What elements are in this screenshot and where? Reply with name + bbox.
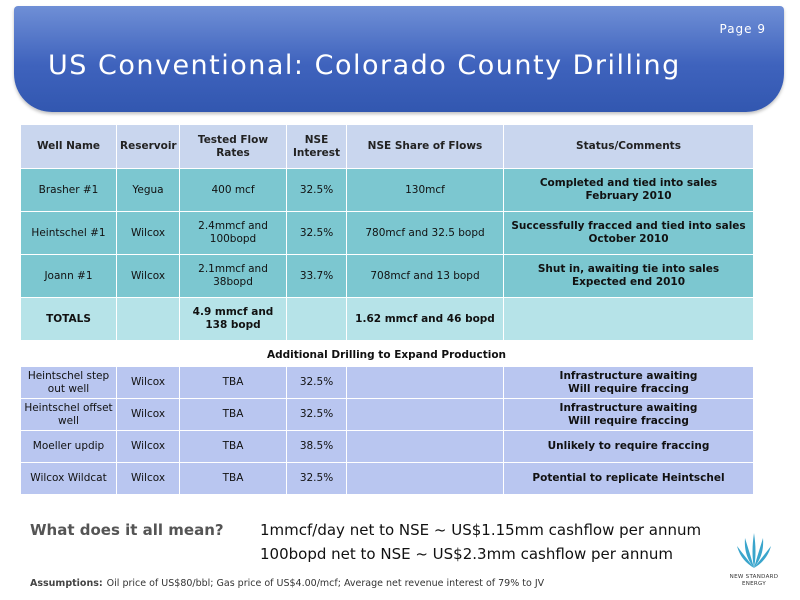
reservoir-cell: Wilcox bbox=[117, 255, 180, 298]
table-row bbox=[21, 212, 754, 255]
status-cell: Shut in, awaiting tie into sales Expected end 2010 bbox=[504, 255, 754, 298]
reservoir-cell: Yegua bbox=[117, 169, 180, 212]
company-logo bbox=[722, 530, 786, 594]
flow-rate-cell: 2.1mmcf and 38bopd bbox=[180, 255, 287, 298]
reservoir-cell: Wilcox bbox=[117, 431, 180, 463]
well-name-cell: Moeller updip bbox=[21, 431, 117, 463]
assumptions-note bbox=[30, 578, 544, 589]
header-nse-share-of-flows: NSE Share of Flows bbox=[347, 125, 504, 169]
table-row bbox=[21, 463, 754, 495]
reservoir-cell: Wilcox bbox=[117, 212, 180, 255]
summary-line-oil: 100bopd net to NSE ~ US$2.3mm cashflow per annum bbox=[260, 545, 673, 563]
interest-cell: 32.5% bbox=[287, 463, 347, 495]
flow-rate-cell: TBA bbox=[180, 367, 287, 399]
interest-cell: 38.5% bbox=[287, 431, 347, 463]
well-name-cell: Heintschel #1 bbox=[21, 212, 117, 255]
share-cell bbox=[347, 399, 504, 431]
totals-flow-cell: 4.9 mmcf and 138 bopd bbox=[180, 298, 287, 341]
reservoir-cell: Wilcox bbox=[117, 463, 180, 495]
page-number: Page 9 bbox=[719, 22, 766, 36]
header-nse-interest: NSE Interest bbox=[287, 125, 347, 169]
summary-question: What does it all mean? bbox=[30, 521, 224, 539]
flow-rate-cell: TBA bbox=[180, 399, 287, 431]
flow-rate-cell: TBA bbox=[180, 431, 287, 463]
totals-status-cell bbox=[504, 298, 754, 341]
interest-cell: 33.7% bbox=[287, 255, 347, 298]
additional-drilling-title: Additional Drilling to Expand Production bbox=[266, 349, 507, 361]
well-name-cell: Joann #1 bbox=[21, 255, 117, 298]
assumptions-label: Assumptions: bbox=[30, 578, 103, 589]
reservoir-cell: Wilcox bbox=[117, 367, 180, 399]
well-name-cell: Heintschel step out well bbox=[21, 367, 117, 399]
table-row bbox=[21, 169, 754, 212]
well-name-cell: Wilcox Wildcat bbox=[21, 463, 117, 495]
totals-label-cell: TOTALS bbox=[21, 298, 117, 341]
wells-table bbox=[20, 124, 754, 341]
additional-drilling-table bbox=[20, 366, 754, 495]
interest-cell: 32.5% bbox=[287, 367, 347, 399]
logo-icon bbox=[734, 530, 774, 570]
status-cell: Unlikely to require fraccing bbox=[504, 431, 754, 463]
status-cell: Infrastructure awaiting Will require fraccing bbox=[504, 399, 754, 431]
table-row bbox=[21, 431, 754, 463]
status-cell: Potential to replicate Heintschel bbox=[504, 463, 754, 495]
title-banner bbox=[14, 6, 784, 112]
logo-line-2: ENERGY bbox=[741, 581, 767, 587]
header-status-comments: Status/Comments bbox=[504, 125, 754, 169]
totals-share-cell: 1.62 mmcf and 46 bopd bbox=[347, 298, 504, 341]
totals-interest-cell bbox=[287, 298, 347, 341]
share-cell bbox=[347, 463, 504, 495]
summary-line-gas: 1mmcf/day net to NSE ~ US$1.15mm cashflow per annum bbox=[260, 521, 702, 539]
interest-cell: 32.5% bbox=[287, 169, 347, 212]
share-cell bbox=[347, 367, 504, 399]
flow-rate-cell: 400 mcf bbox=[180, 169, 287, 212]
table-header-row bbox=[21, 125, 754, 169]
header-well-name: Well Name bbox=[21, 125, 117, 169]
totals-reservoir-cell bbox=[117, 298, 180, 341]
status-cell: Infrastructure awaiting Will require fraccing bbox=[504, 367, 754, 399]
assumptions-text: Oil price of US$80/bbl; Gas price of US$4.00/mcf; Average net revenue interest of 79% to JV bbox=[106, 578, 545, 589]
page-title: US Conventional: Colorado County Drilling bbox=[48, 50, 681, 81]
status-cell: Successfully fracced and tied into sales October 2010 bbox=[504, 212, 754, 255]
status-cell: Completed and tied into sales February 2010 bbox=[504, 169, 754, 212]
share-cell: 708mcf and 13 bopd bbox=[347, 255, 504, 298]
header-reservoir: Reservoir bbox=[117, 125, 180, 169]
share-cell: 780mcf and 32.5 bopd bbox=[347, 212, 504, 255]
share-cell bbox=[347, 431, 504, 463]
interest-cell: 32.5% bbox=[287, 212, 347, 255]
table-row bbox=[21, 255, 754, 298]
header-tested-flow-rates: Tested Flow Rates bbox=[180, 125, 287, 169]
interest-cell: 32.5% bbox=[287, 399, 347, 431]
logo-line-1: NEW STANDARD bbox=[729, 574, 779, 580]
totals-row bbox=[21, 298, 754, 341]
well-name-cell: Heintschel offset well bbox=[21, 399, 117, 431]
flow-rate-cell: TBA bbox=[180, 463, 287, 495]
table-row bbox=[21, 399, 754, 431]
reservoir-cell: Wilcox bbox=[117, 399, 180, 431]
table-row bbox=[21, 367, 754, 399]
well-name-cell: Brasher #1 bbox=[21, 169, 117, 212]
share-cell: 130mcf bbox=[347, 169, 504, 212]
flow-rate-cell: 2.4mmcf and 100bopd bbox=[180, 212, 287, 255]
